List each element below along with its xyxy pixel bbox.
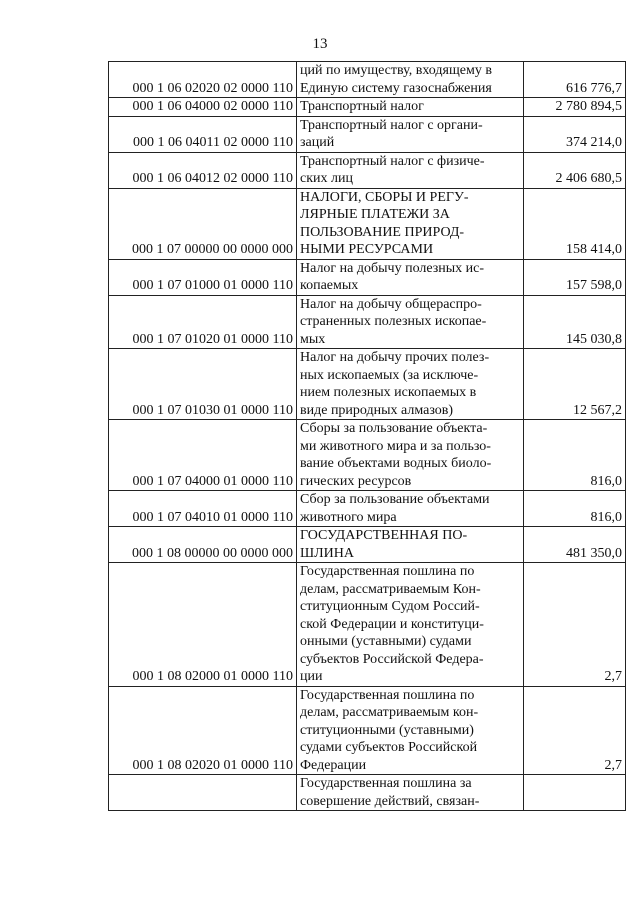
- budget-code-cell: 000 1 07 01030 01 0000 110: [109, 349, 297, 420]
- revenue-name-line: вание объектами водных биоло-: [300, 456, 492, 471]
- revenue-name-line: ских лиц: [300, 171, 353, 186]
- budget-code-cell: 000 1 07 04010 01 0000 110: [109, 491, 297, 527]
- table-row: [109, 349, 626, 420]
- amount-cell: 158 414,0: [524, 188, 626, 259]
- revenue-name-line: ций по имуществу, входящему в: [300, 63, 492, 78]
- amount-cell: 616 776,7: [524, 62, 626, 98]
- budget-code-cell: 000 1 07 00000 00 0000 000: [109, 188, 297, 259]
- revenue-name-cell: [297, 259, 524, 295]
- revenue-name-line: ми животного мира и за пользо-: [300, 438, 491, 454]
- table-row: [109, 259, 626, 295]
- revenue-name-line: НЫМИ РЕСУРСАМИ: [300, 242, 434, 257]
- revenue-name-line: Федерации: [300, 757, 367, 773]
- revenue-name-cell: [297, 188, 524, 259]
- amount-cell: 2,7: [524, 686, 626, 775]
- table-row: [109, 420, 626, 491]
- budget-code-cell: 000 1 07 01020 01 0000 110: [109, 295, 297, 349]
- table-body: [109, 62, 626, 811]
- budget-code-cell: 000 1 08 02020 01 0000 110: [109, 686, 297, 775]
- revenue-name-line: Сборы за пользование объекта-: [300, 421, 488, 436]
- amount-cell: 145 030,8: [524, 295, 626, 349]
- amount-cell: 374 214,0: [524, 116, 626, 152]
- revenue-name-line: субъектов Российской Федера-: [300, 651, 484, 667]
- revenue-name-line: Налог на добычу прочих полез-: [300, 350, 490, 365]
- revenue-name-line: мых: [300, 331, 326, 347]
- revenue-name-line: гических ресурсов: [300, 473, 412, 489]
- revenue-name-line: нием полезных ископаемых в: [300, 385, 477, 400]
- revenue-name-cell: [297, 491, 524, 527]
- budget-code-cell: 000 1 07 01000 01 0000 110: [109, 259, 297, 295]
- revenue-name-cell: [297, 527, 524, 563]
- revenue-name-line: Государственная пошлина за: [300, 776, 472, 791]
- budget-revenue-table: [108, 61, 626, 811]
- budget-code-cell: 000 1 06 04012 02 0000 110: [109, 152, 297, 188]
- revenue-name-line: Транспортный налог с органи-: [300, 117, 483, 133]
- table-row: [109, 98, 626, 117]
- revenue-name-line: совершение действий, связан-: [300, 793, 480, 809]
- table-row: [109, 491, 626, 527]
- revenue-name-line: Транспортный налог: [300, 99, 424, 114]
- amount-cell: 157 598,0: [524, 259, 626, 295]
- revenue-name-line: виде природных алмазов): [300, 402, 454, 418]
- budget-code-cell: [109, 775, 297, 811]
- budget-code-cell: 000 1 06 04011 02 0000 110: [109, 116, 297, 152]
- table-row: [109, 152, 626, 188]
- amount-cell: 816,0: [524, 491, 626, 527]
- revenue-name-line: ГОСУДАРСТВЕННАЯ ПО-: [300, 528, 468, 543]
- revenue-name-line: ституционными (уставными): [300, 722, 474, 738]
- revenue-name-line: Единую систему газоснабжения: [300, 80, 492, 96]
- revenue-name-line: онными (уставными) судами: [300, 634, 472, 649]
- budget-code-cell: 000 1 06 02020 02 0000 110: [109, 62, 297, 98]
- page-number: 13: [312, 36, 328, 52]
- revenue-name-cell: [297, 349, 524, 420]
- table-row: [109, 62, 626, 98]
- revenue-name-line: Налог на добычу общераспро-: [300, 296, 482, 312]
- revenue-name-line: ШЛИНА: [300, 545, 354, 561]
- revenue-name-line: ской Федерации и конституци-: [300, 616, 484, 632]
- budget-code-cell: 000 1 08 00000 00 0000 000: [109, 527, 297, 563]
- revenue-name-line: животного мира: [300, 509, 397, 525]
- revenue-name-line: Государственная пошлина по: [300, 687, 475, 703]
- revenue-name-cell: [297, 295, 524, 349]
- revenue-name-line: Сбор за пользование объектами: [300, 492, 490, 507]
- table-row: [109, 563, 626, 687]
- revenue-name-line: судами субъектов Российской: [300, 740, 478, 755]
- revenue-name-cell: [297, 686, 524, 775]
- revenue-name-cell: [297, 98, 524, 117]
- amount-cell: 2 780 894,5: [524, 98, 626, 117]
- revenue-name-line: ПОЛЬЗОВАНИЕ ПРИРОД-: [300, 224, 465, 240]
- budget-code-cell: 000 1 08 02000 01 0000 110: [109, 563, 297, 687]
- revenue-name-cell: [297, 116, 524, 152]
- revenue-name-line: ституционным Судом Россий-: [300, 599, 480, 614]
- revenue-name-line: ных ископаемых (за исключе-: [300, 367, 479, 383]
- revenue-name-line: копаемых: [300, 278, 359, 293]
- revenue-name-line: заций: [300, 135, 335, 150]
- revenue-name-line: ЛЯРНЫЕ ПЛАТЕЖИ ЗА: [300, 207, 450, 222]
- amount-cell: 816,0: [524, 420, 626, 491]
- budget-code-cell: 000 1 06 04000 02 0000 110: [109, 98, 297, 117]
- amount-cell: [524, 775, 626, 811]
- revenue-name-line: Налог на добычу полезных ис-: [300, 260, 485, 276]
- table-row: [109, 295, 626, 349]
- revenue-name-cell: [297, 775, 524, 811]
- revenue-name-cell: [297, 420, 524, 491]
- revenue-name-cell: [297, 62, 524, 98]
- revenue-name-line: делам, рассматриваемым кон-: [300, 705, 479, 720]
- revenue-name-cell: [297, 563, 524, 687]
- revenue-name-line: НАЛОГИ, СБОРЫ И РЕГУ-: [300, 189, 469, 205]
- table-row: [109, 116, 626, 152]
- revenue-name-line: страненных полезных ископае-: [300, 314, 487, 329]
- revenue-name-cell: [297, 152, 524, 188]
- revenue-name-line: Государственная пошлина по: [300, 564, 475, 579]
- revenue-name-line: ции: [300, 669, 323, 684]
- table-row: [109, 527, 626, 563]
- budget-code-cell: 000 1 07 04000 01 0000 110: [109, 420, 297, 491]
- revenue-name-line: Транспортный налог с физиче-: [300, 153, 485, 169]
- amount-cell: 2,7: [524, 563, 626, 687]
- revenue-name-line: делам, рассматриваемым Кон-: [300, 581, 481, 597]
- amount-cell: 12 567,2: [524, 349, 626, 420]
- amount-cell: 2 406 680,5: [524, 152, 626, 188]
- amount-cell: 481 350,0: [524, 527, 626, 563]
- table-row: [109, 775, 626, 811]
- table-row: [109, 686, 626, 775]
- table-row: [109, 188, 626, 259]
